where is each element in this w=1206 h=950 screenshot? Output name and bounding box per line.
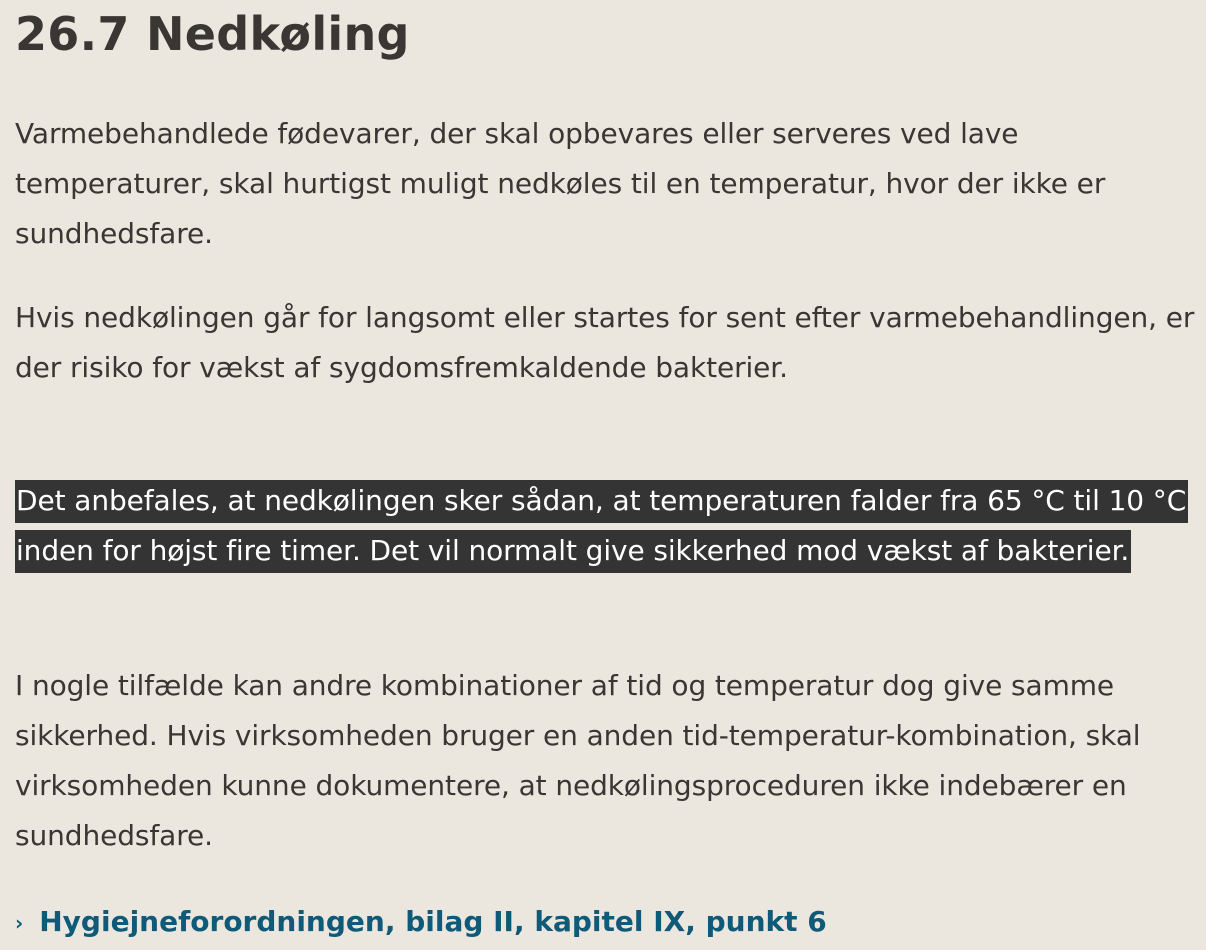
- chevron-right-icon: ›: [15, 911, 24, 935]
- paragraph-alternatives: I nogle tilfælde kan andre kombinationer af tid og temperatur dog give samme sikkerhed. Hvis virksomheden bruger en anden tid-temperatur-kombination, skal virksomheden kunne dokumentere, at nedkølingsproceduren ikke indebærer en sundhedsfare.: [15, 669, 1141, 852]
- section-heading: 26.7 Nedkøling: [15, 7, 410, 61]
- paragraph-recommendation: [15, 476, 1200, 576]
- selected-text-highlight[interactable]: Det anbefales, at nedkølingen sker sådan, at temperaturen falder fra 65 °C til 10 °C inden for højst fire timer. Det vil normalt give sikkerhed mod vækst af bakterier.: [15, 480, 1188, 573]
- regulation-link[interactable]: [15, 898, 827, 946]
- paragraph-intro: Varmebehandlede fødevarer, der skal opbevares eller serveres ved lave temperaturer, skal hurtigst muligt nedkøles til en temperatur, hvor der ikke er sundhedsfare.: [15, 117, 1106, 250]
- regulation-link-label[interactable]: Hygiejneforordningen, bilag II, kapitel IX, punkt 6: [39, 905, 827, 938]
- paragraph-risk: Hvis nedkølingen går for langsomt eller startes for sent efter varmebehandlingen, er der risiko for vækst af sygdomsfremkaldende bakterier.: [15, 301, 1195, 384]
